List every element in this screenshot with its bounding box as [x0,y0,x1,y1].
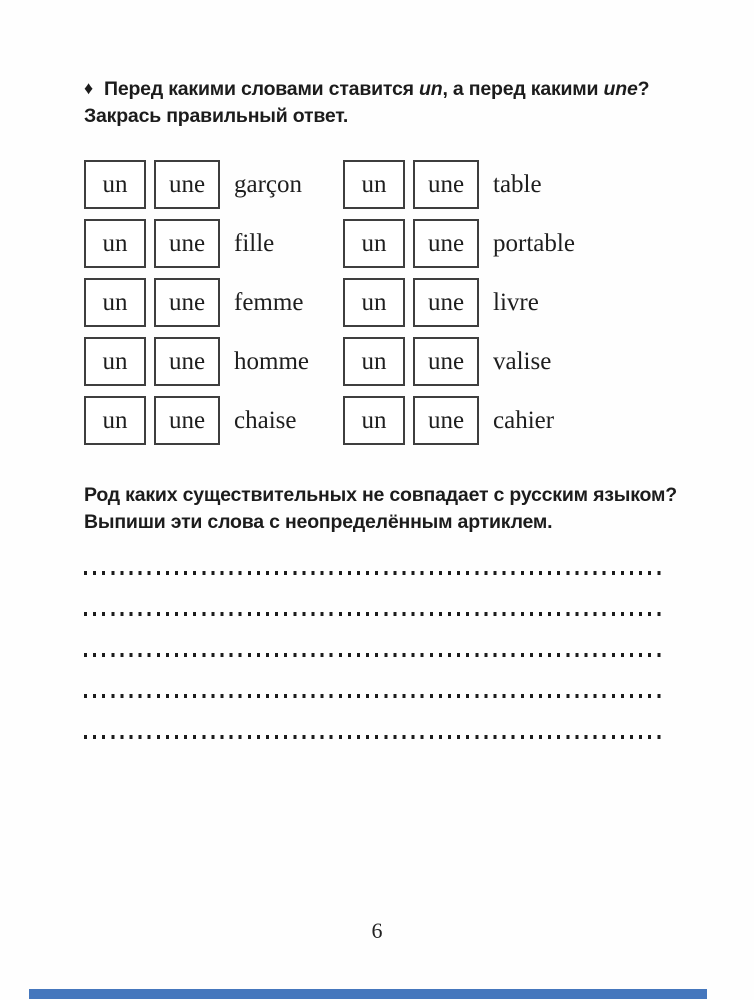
answer-line[interactable] [84,612,661,616]
row-fille [84,219,343,268]
une-option-box[interactable]: une [413,337,479,386]
une-option-box[interactable]: une [154,337,220,386]
answer-line[interactable] [84,735,661,739]
word-label: chaise [234,406,297,434]
row-portable [343,219,575,268]
un-option-box[interactable]: un [84,337,146,386]
word-label: portable [493,229,575,257]
un-option-box[interactable]: un [343,160,405,209]
word-column-left [84,160,343,455]
word-label: femme [234,288,304,316]
row-cahier [343,396,575,445]
un-option-box[interactable]: un [84,396,146,445]
un-option-box[interactable]: un [343,219,405,268]
answer-line[interactable] [84,653,661,657]
italic-un: un [419,78,443,100]
row-homme [84,337,343,386]
answer-line[interactable] [84,571,661,575]
un-option-box[interactable]: un [343,337,405,386]
word-label: homme [234,347,309,375]
task1-instruction [84,76,704,130]
task1-instruction-line2: Закрась правильный ответ. [84,105,349,127]
diamond-bullet-icon: ♦ [84,78,93,98]
answer-lines-block [84,571,661,776]
une-option-box[interactable]: une [154,219,220,268]
une-option-box[interactable]: une [154,278,220,327]
un-option-box[interactable]: un [343,278,405,327]
word-label: table [493,170,542,198]
une-option-box[interactable]: une [154,160,220,209]
une-option-box[interactable]: une [154,396,220,445]
row-livre [343,278,575,327]
un-option-box[interactable]: un [84,219,146,268]
task2-instruction-line1: Род каких существительных не совпадает с русским языком? [84,484,677,506]
un-option-box[interactable]: un [84,278,146,327]
un-option-box[interactable]: un [343,396,405,445]
une-option-box[interactable]: une [413,219,479,268]
un-option-box[interactable]: un [84,160,146,209]
italic-une: une [603,78,638,100]
answer-line[interactable] [84,694,661,698]
word-label: valise [493,347,552,375]
row-table [343,160,575,209]
row-chaise [84,396,343,445]
task2-instruction [84,482,704,536]
row-femme [84,278,343,327]
une-option-box[interactable]: une [413,160,479,209]
page-number: 6 [371,918,383,943]
word-label: cahier [493,406,555,434]
une-option-box[interactable]: une [413,396,479,445]
word-label: garçon [234,170,303,198]
task1-instruction-text: Перед какими словами ставится un, а перед какими une? [104,78,650,100]
row-garcon [84,160,343,209]
task2-instruction-line2: Выпиши эти слова с неопределённым артиклем. [84,511,553,533]
row-valise [343,337,575,386]
une-option-box[interactable]: une [413,278,479,327]
footer-bar [29,989,707,999]
word-label: fille [234,229,275,257]
word-label: livre [493,288,539,316]
article-choice-grid [84,160,575,455]
word-column-right [343,160,575,455]
